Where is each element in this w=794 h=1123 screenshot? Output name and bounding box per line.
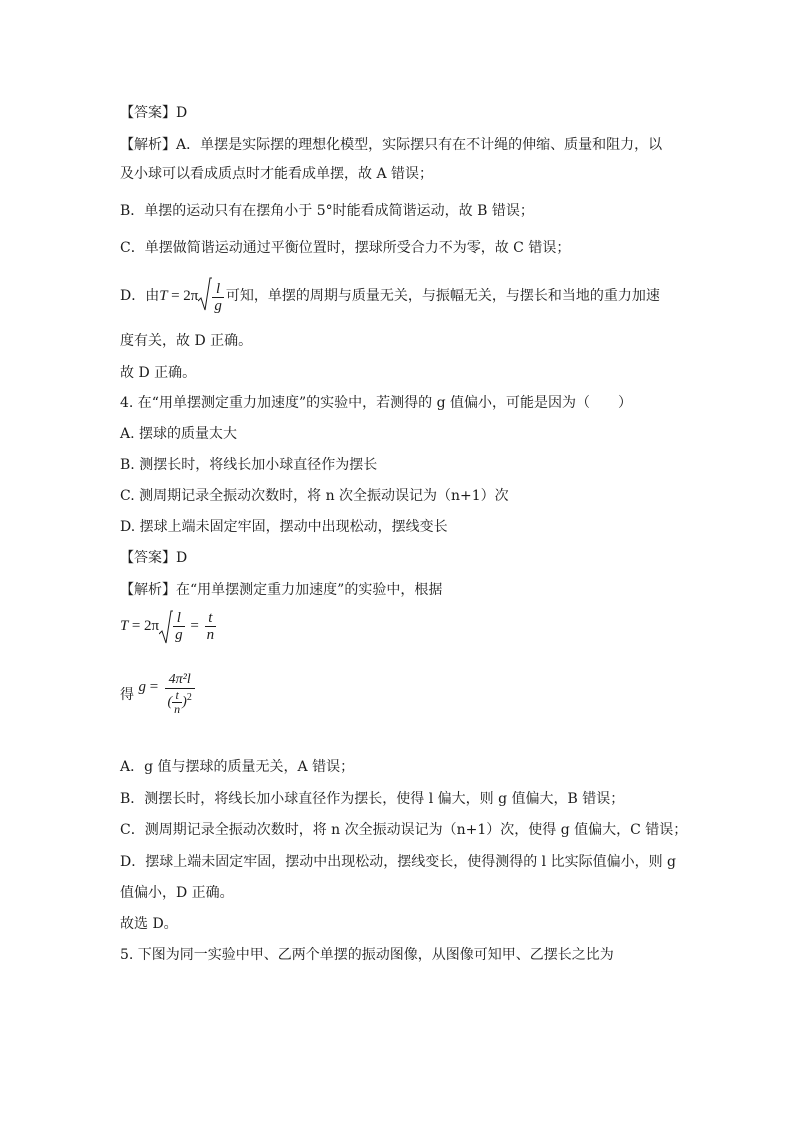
- sqrt-icon: [198, 277, 212, 329]
- sqrt-icon: [159, 610, 173, 651]
- period-formula: T = 2π $\frac{l}{g}$: [159, 288, 226, 304]
- question-4-option-a: A. 摆球的质量太大: [120, 426, 238, 442]
- explanation-4-option-a: A．g 值与摆球的质量无关，A 错误；: [120, 759, 355, 775]
- explanation-3-option-b: B．单摆的运动只有在摆角小于 5°时能看成简谐运动，故 B 错误；: [120, 203, 534, 219]
- answer-3: 【答案】D: [120, 105, 188, 121]
- question-4-option-d: D. 摆球上端未固定牢固，摆动中出现松动，摆线变长: [120, 519, 448, 535]
- period-relation-formula: T = 2π $\frac{l}{g}$ = $\frac{t}{n}$: [120, 610, 218, 643]
- explanation-4-conclusion: 故选 D。: [120, 916, 178, 932]
- question-4-option-b: B. 测摆长时，将线长加小球直径作为摆长: [120, 457, 378, 473]
- explanation-3-line1: 【解析】A．单摆是实际摆的理想化模型，实际摆只有在不计绳的伸缩、质量和阻力，以: [120, 137, 663, 153]
- explanation-4-option-d-line2: 值偏小，D 正确。: [120, 885, 234, 901]
- question-4: 4. 在“用单摆测定重力加速度”的实验中，若测得的 g 值偏小，可能是因为（ ）: [120, 395, 632, 411]
- option-d-conclusion: 可知，单摆的周期与质量无关，与振幅无关，与摆长和当地的重力加速: [225, 288, 660, 304]
- gravity-formula: 得 g = 4π²l ( $\frac{t}{n}$ )$^2$: [120, 672, 197, 716]
- question-5: 5. 下图为同一实验中甲、乙两个单摆的振动图像，从图像可知甲、乙摆长之比为: [120, 947, 614, 963]
- option-d-prefix: D．由: [120, 288, 160, 304]
- explanation-4-option-d-line1: D．摆球上端未固定牢固，摆动中出现松动，摆线变长，使得测得的 l 比实际值偏小，则 g: [120, 854, 677, 870]
- explanation-3-option-c: C．单摆做简谐运动通过平衡位置时，摆球所受合力不为零，故 C 错误；: [120, 240, 571, 256]
- explanation-3-option-d-line1: [120, 276, 660, 317]
- explanation-4-intro: 【解析】在“用单摆测定重力加速度”的实验中，根据: [120, 582, 443, 598]
- answer-4: 【答案】D: [120, 550, 188, 566]
- explanation-4-option-c: C．测周期记录全振动次数时，将 n 次全振动误记为（n+1）次，使得 g 值偏大，C 错误；: [120, 822, 688, 838]
- explanation-3-line2: 及小球可以看成质点时才能看成单摆，故 A 错误；: [120, 166, 434, 182]
- de-label: 得: [120, 687, 134, 703]
- question-4-option-c: C. 测周期记录全振动次数时，将 n 次全振动误记为（n+1）次: [120, 488, 509, 504]
- explanation-3-conclusion: 故 D 正确。: [120, 365, 197, 381]
- explanation-3-option-d-line2: 度有关，故 D 正确。: [120, 333, 253, 349]
- explanation-4-option-b: B．测摆长时，将线长加小球直径作为摆长，使得 l 偏大，则 g 值偏大，B 错误；: [120, 791, 625, 807]
